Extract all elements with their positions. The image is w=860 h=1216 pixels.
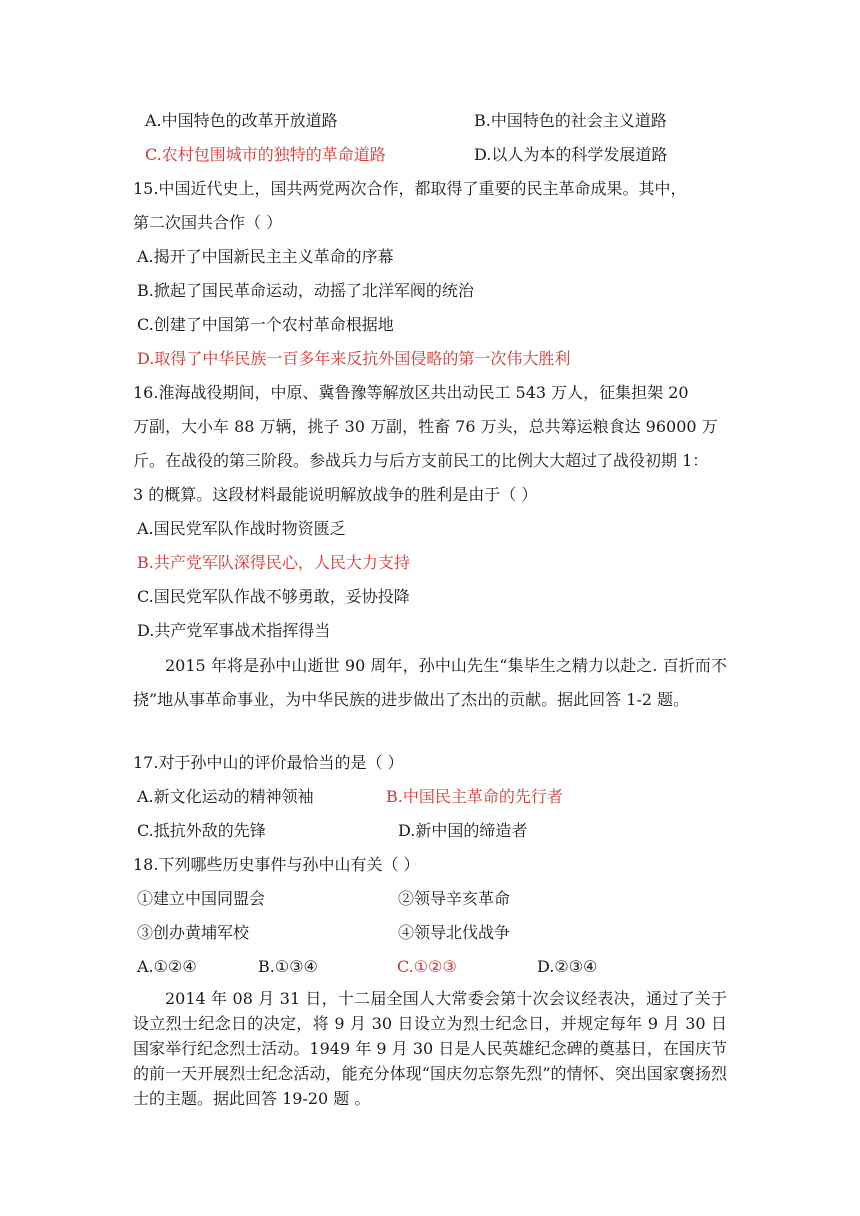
q14-option-b: B.中国特色的社会主义道路: [474, 111, 667, 130]
q15-option-b: B.掀起了国民革命运动，动摇了北洋军阀的统治: [137, 281, 474, 300]
q17-stem: 17.对于孙中山的评价最恰当的是（ ）: [133, 753, 404, 772]
q17-option-a: A.新文化运动的精神领袖: [137, 787, 314, 806]
q18-option-b: B.①③④: [258, 957, 318, 976]
q18-item-3: ③创办黄埔军校: [137, 923, 250, 942]
q18-item-2: ②领导辛亥革命: [398, 889, 511, 908]
q17-option-c: C.抵抗外敌的先锋: [137, 821, 266, 840]
q17-option-d: D.新中国的缔造者: [398, 821, 528, 840]
q15-option-a: A.揭开了中国新民主主义革命的序幕: [137, 247, 394, 266]
q16-stem-line-4: 3 的概算。这段材料最能说明解放战争的胜利是由于（ ）: [133, 485, 538, 504]
q18-stem: 18.下列哪些历史事件与孙中山有关（ ）: [133, 855, 420, 874]
q16-option-b-answer: B.共产党军队深得民心，人民大力支持: [137, 553, 410, 572]
q15-option-c: C.创建了中国第一个农村革命根据地: [137, 315, 394, 334]
q17-option-b-answer: B.中国民主革命的先行者: [386, 787, 563, 806]
q16-option-c: C.国民党军队作战不够勇敢，妥协投降: [137, 587, 410, 606]
q18-option-a: A.①②④: [137, 957, 197, 976]
q16-stem-line-1: 16.淮海战役期间，中原、冀鲁豫等解放区共出动民工 543 万人，征集担架 20: [133, 383, 689, 402]
q14-option-a: A.中国特色的改革开放道路: [145, 111, 338, 130]
q16-stem-line-3: 斤。在战役的第三阶段。参战兵力与后方支前民工的比例大大超过了战役初期 1：: [133, 451, 709, 470]
q18-option-c-answer: C.①②③: [397, 957, 457, 976]
q14-option-d: D.以人为本的科学发展道路: [474, 145, 668, 164]
q15-stem-line-2: 第二次国共合作（ ）: [133, 213, 283, 232]
q15-option-d-answer: D.取得了中华民族一百多年来反抗外国侵略的第一次伟大胜利: [137, 349, 571, 368]
q18-item-1: ①建立中国同盟会: [137, 889, 266, 908]
passage-sun-yat-sen: 2015 年将是孙中山逝世 90 周年，孙中山先生“集毕生之精力以赴之. 百折而不挠”地从事革命事业，为中华民族的进步做出了杰出的贡献。据此回答 1-2 题。: [133, 656, 727, 709]
q18-option-d: D.②③④: [537, 957, 598, 976]
q14-option-c-answer: C.农村包围城市的独特的革命道路: [145, 145, 386, 164]
q16-stem-line-2: 万副，大小车 88 万辆，挑子 30 万副，牲畜 76 万头，总共筹运粮食达 96000 万: [133, 417, 718, 436]
q16-option-d: D.共产党军事战术指挥得当: [137, 621, 331, 640]
q18-item-4: ④领导北伐战争: [398, 923, 511, 942]
q16-option-a: A.国民党军队作战时物资匮乏: [137, 519, 346, 538]
passage-martyrs-day: 2014 年 08 月 31 日，十二届全国人大常委会第十次会议经表决，通过了关于设立烈士纪念日的决定，将 9 月 30 日设立为烈士纪念日，并规定每年 9 月 30 日国家举行纪念烈士活动。1949 年 9 月 30 日是人民英雄纪念碑的奠基日，在国庆节的前一天开展烈士纪念活动，能充分体现“国庆勿忘祭先烈”的情怀、突出国家褒扬烈士的主题。据此回答 19-20 题 。: [133, 989, 727, 1108]
q15-stem-line-1: 15.中国近代史上，国共两党两次合作，都取得了重要的民主革命成果。其中，: [133, 179, 687, 198]
